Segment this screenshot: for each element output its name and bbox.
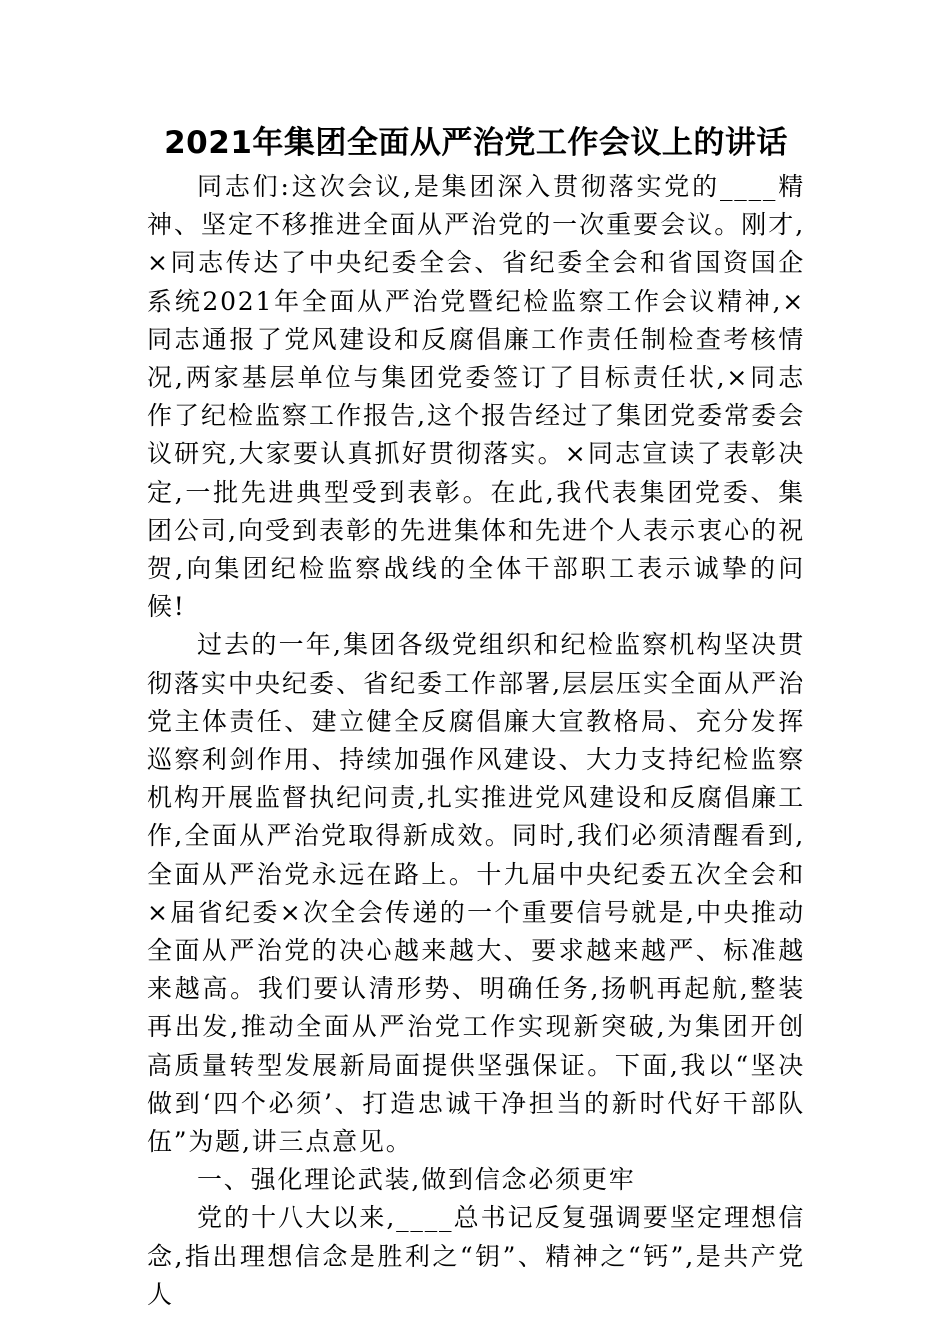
document-title: 2021年集团全面从严治党工作会议上的讲话 — [164, 125, 788, 161]
section-heading-1: 一、强化理论武装,做到信念必须更牢 — [197, 1165, 636, 1195]
paragraph-opening: 同志们:这次会议,是集团深入贯彻落实党的____精神、坚定不移推进全面从严治党的一次重要会议。刚才,×同志传达了中央纪委全会、省纪委全会和省国资国企系统2021年全面从严治党暨纪检监察工作会议精神,×同志通报了党风建设和反腐倡廉工作责任制检查考核情况,两家基层单位与集团党委签订了目标责任状,×同志作了纪检监察工作报告,这个报告经过了集团党委常委会议研究,大家要认真抓好贯彻落实。×同志宣读了表彰决定,一批先进典型受到表彰。在此,我代表集团党委、集团公司,向受到表彰的先进集体和先进个人表示衷心的祝贺,向集团纪检监察战线的全体干部职工表示诚挚的问候! — [147, 172, 805, 622]
document-page — [147, 118, 805, 1314]
paragraph-section-1: 党的十八大以来,____总书记反复强调要坚定理想信念,指出理想信念是胜利之“钥”、精神之“钙”,是共产党人 — [147, 1203, 805, 1309]
paragraph-review: 过去的一年,集团各级党组织和纪检监察机构坚决贯彻落实中央纪委、省纪委工作部署,层层压实全面从严治党主体责任、建立健全反腐倡廉大宣教格局、充分发挥巡察利剑作用、持续加强作风建设、大力支持纪检监察机构开展监督执纪问责,扎实推进党风建设和反腐倡廉工作,全面从严治党取得新成效。同时,我们必须清醒看到,全面从严治党永远在路上。十九届中央纪委五次全会和×届省纪委×次全会传递的一个重要信号就是,中央推动全面从严治党的决心越来越大、要求越来越严、标准越来越高。我们要认清形势、明确任务,扬帆再起航,整装再出发,推动全面从严治党工作实现新突破,为集团开创高质量转型发展新局面提供坚强保证。下面,我以“坚决做到‘四个必须’、打造忠诚干净担当的新时代好干部队伍”为题,讲三点意见。 — [147, 630, 805, 1157]
